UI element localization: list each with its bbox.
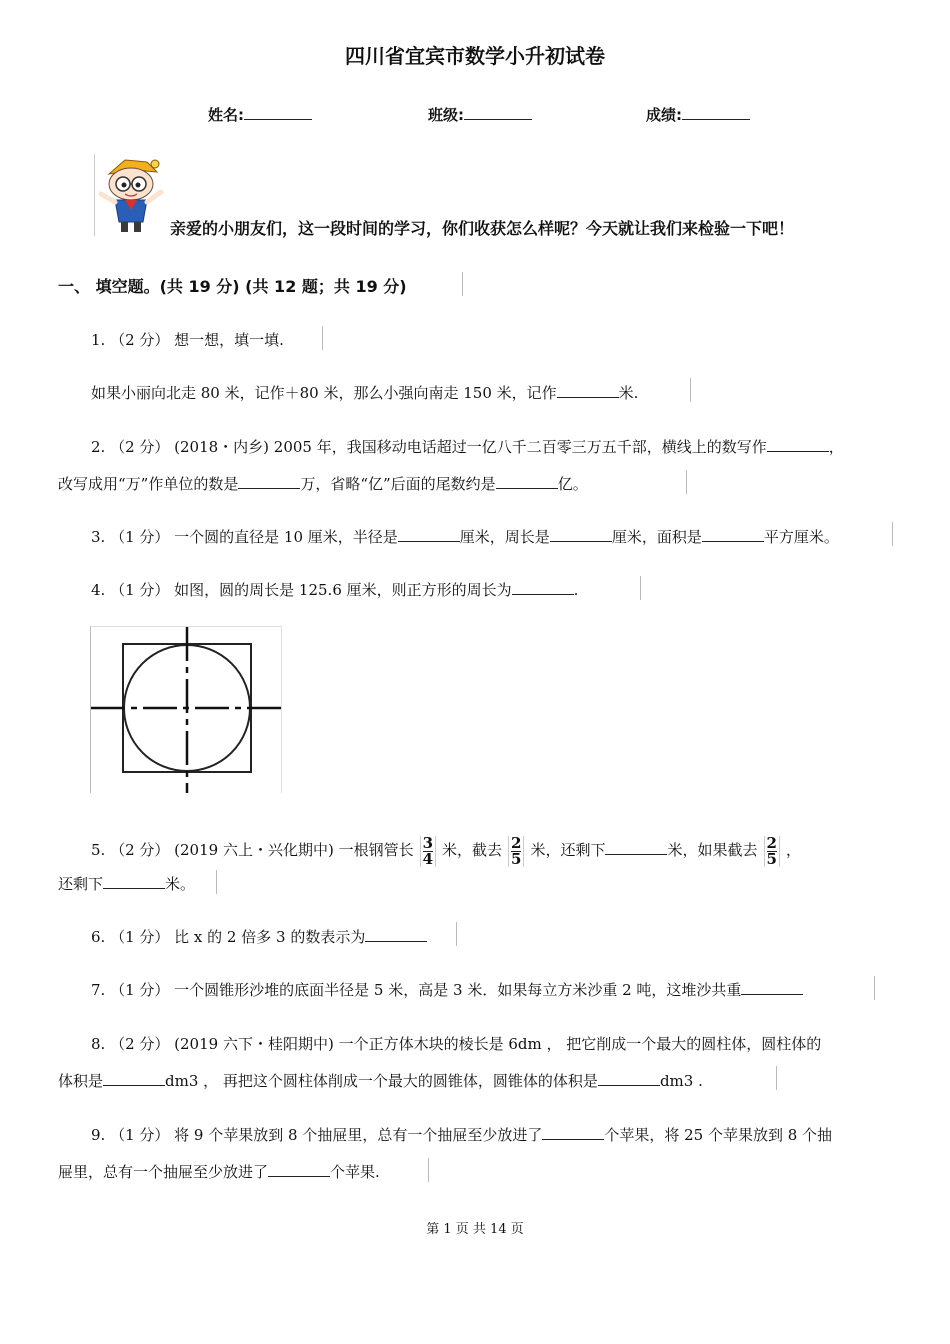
- question-6: 6. （1 分） 比 x 的 2 倍多 3 的数表示为: [91, 927, 427, 947]
- answer-blank[interactable]: [702, 527, 764, 542]
- score-label: 成绩:: [646, 106, 682, 124]
- name-field[interactable]: [208, 104, 312, 125]
- score-blank[interactable]: [682, 105, 750, 120]
- divider: [874, 976, 875, 1000]
- divider: [690, 378, 691, 402]
- class-blank[interactable]: [464, 105, 532, 120]
- mascot-image: [94, 154, 169, 236]
- question-7: 7. （1 分） 一个圆锥形沙堆的底面半径是 5 米，高是 3 米．如果每立方米沙重 2 吨，这堆沙共重: [91, 980, 803, 1000]
- answer-blank[interactable]: [238, 474, 300, 489]
- answer-blank[interactable]: [496, 474, 558, 489]
- page-footer: 第 1 页 共 14 页: [426, 1222, 524, 1237]
- question-8-line-2: 体积是 dm3 ， 再把这个圆柱体削成一个最大的圆锥体，圆锥体的体积是 dm3 .: [58, 1072, 703, 1090]
- divider: [322, 326, 323, 350]
- circle-square-figure: [90, 626, 282, 793]
- question-5-line-1: 5. （2 分） (2019 六上・兴化期中) 一根钢管长 $\frac{3}{4}$ 米，截去 $\frac{2}{5}$ 米，还剩下 米，如果截去 $\frac{2}{5}$ ，: [91, 833, 801, 868]
- divider: [776, 1066, 777, 1090]
- question-2-line-2: 改写成用“万”作单位的数是 万，省略“亿”后面的尾数约是 亿。: [58, 475, 588, 493]
- divider: [892, 522, 893, 546]
- divider: [456, 922, 457, 946]
- question-9-line-1: 9. （1 分） 将 9 个苹果放到 8 个抽屉里，总有一个抽屉至少放进了 个苹果，将 25 个苹果放到 8 个抽: [91, 1126, 833, 1144]
- question-8-line-1: 8. （2 分） (2019 六下・桂阳期中) 一个正方体木块的棱长是 6dm ， 把它削成一个最大的圆柱体，圆柱体的: [91, 1035, 822, 1053]
- answer-blank[interactable]: [268, 1162, 330, 1177]
- answer-blank[interactable]: [741, 980, 803, 995]
- question-9-line-2: 屉里，总有一个抽屉至少放进了 个苹果.: [58, 1163, 380, 1181]
- answer-blank[interactable]: [767, 437, 829, 452]
- divider: [686, 470, 687, 494]
- answer-blank[interactable]: [542, 1125, 604, 1140]
- answer-blank[interactable]: [557, 383, 619, 398]
- answer-blank[interactable]: [365, 927, 427, 942]
- fraction-two-fifths: $\frac{2}{5}$: [764, 836, 780, 867]
- answer-blank[interactable]: [103, 1071, 165, 1086]
- class-field[interactable]: [428, 104, 532, 125]
- class-label: 班级:: [428, 106, 464, 124]
- answer-blank[interactable]: [103, 874, 165, 889]
- fraction-three-quarters: $\frac{3}{4}$: [420, 836, 436, 867]
- greeting-text: 亲爱的小朋友们，这一段时间的学习，你们收获怎么样呢？今天就让我们来检验一下吧！: [170, 219, 795, 238]
- question-2-line-1: 2. （2 分） (2018・内乡) 2005 年，我国移动电话超过一亿八千二百零三万五千部，横线上的数写作 ，: [91, 438, 844, 456]
- fraction-two-fifths: $\frac{2}{5}$: [508, 836, 524, 867]
- answer-blank[interactable]: [598, 1071, 660, 1086]
- name-blank[interactable]: [244, 105, 312, 120]
- name-label: 姓名:: [208, 106, 244, 124]
- question-3: 3. （1 分） 一个圆的直径是 10 厘米，半径是 厘米，周长是 厘米，面积是 平方厘米。: [91, 528, 839, 546]
- question-5-line-2: 还剩下 米。: [58, 875, 196, 893]
- section-title: 一、 填空题。(共 19 分) (共 12 题；共 19 分): [58, 277, 407, 296]
- answer-blank[interactable]: [512, 580, 574, 595]
- answer-blank[interactable]: [550, 527, 612, 542]
- divider: [462, 272, 463, 296]
- divider: [640, 576, 641, 600]
- answer-blank[interactable]: [398, 527, 460, 542]
- question-4: 4. （1 分） 如图，圆的周长是 125.6 厘米，则正方形的周长为 .: [91, 581, 579, 599]
- divider: [216, 870, 217, 894]
- divider: [428, 1158, 429, 1182]
- answer-blank[interactable]: [605, 840, 667, 855]
- section-heading: [58, 274, 407, 297]
- score-field[interactable]: [646, 104, 750, 125]
- question-1-prompt: 1. （2 分） 想一想，填一填.: [91, 331, 284, 349]
- page-title: 四川省宜宾市数学小升初试卷: [345, 44, 605, 68]
- question-1-body: 如果小丽向北走 80 米，记作＋80 米，那么小强向南走 150 米，记作 米.: [91, 384, 639, 402]
